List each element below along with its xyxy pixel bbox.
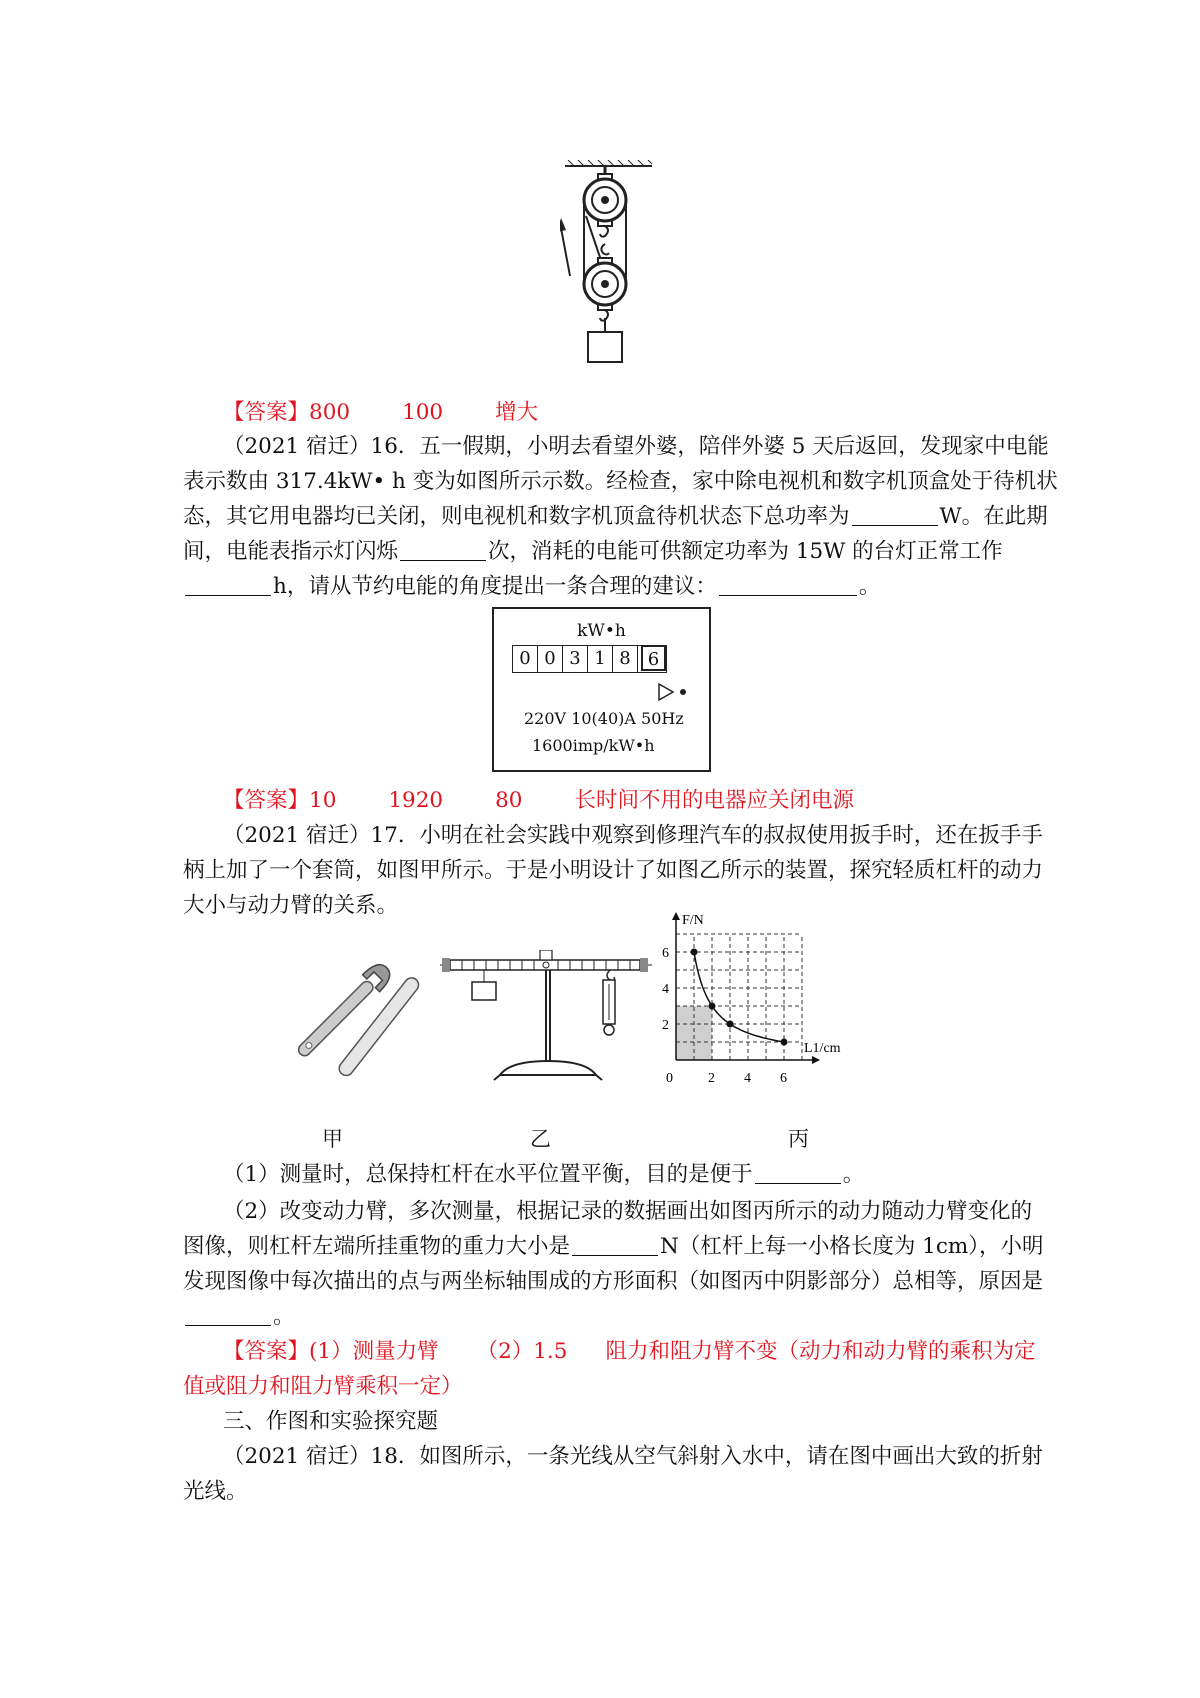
answer-1 <box>223 398 1023 428</box>
question-17-sub2-line: 发现图像中每次描出的点与两坐标轴围成的方形面积（如图丙中阴影部分）总相等，原因是 <box>183 1269 1044 1294</box>
y-axis-arrow <box>672 912 680 920</box>
answer-3-continued: 值或阻力和阻力臂乘积一定） <box>183 1374 463 1399</box>
question-16-line: 表示数由 317.4kW• h 变为如图所示示数。经检查，家中除电视机和数字机顶盒处于待机状 <box>183 469 1058 494</box>
question-17-sub2-line <box>183 1232 1044 1262</box>
question-16-line: （2021 宿迁）16．五一假期，小明去看望外婆，陪伴外婆 5 天后返回，发现家中电能 <box>223 434 1049 459</box>
pulley-figure <box>560 160 660 390</box>
meter-digits <box>512 645 667 673</box>
figure-caption-bing: 丙 <box>788 1127 809 1151</box>
figure-caption-jia: 甲 <box>322 1127 343 1151</box>
lever-apparatus-figure <box>440 950 660 1085</box>
text-segment: 态，其它用电器均已关闭，则电视机和数字机顶盒待机状态下总功率为 <box>183 504 850 529</box>
section-heading: 三、作图和实验探究题 <box>223 1409 439 1434</box>
text-segment: 。 <box>273 1304 295 1329</box>
data-point <box>727 1021 734 1028</box>
question-18-line: 光线。 <box>183 1479 248 1504</box>
question-16-line <box>183 537 1023 567</box>
meter-digit: 1 <box>588 646 613 672</box>
wrench-figure <box>280 960 420 1080</box>
question-17-sub1 <box>223 1160 1023 1190</box>
answer-value: 100 <box>402 400 444 425</box>
x-tick-label: 4 <box>744 1071 751 1086</box>
y-tick-label: 2 <box>662 1018 669 1033</box>
force-arm-chart <box>660 910 890 1090</box>
answer-blank <box>719 575 857 596</box>
text-segment: 图像，则杠杆左端所挂重物的重力大小是 <box>183 1234 571 1259</box>
answer-value: 阻力和阻力臂不变（动力和动力臂的乘积为定 <box>605 1339 1036 1364</box>
meter-spec: 1600imp/kW•h <box>532 736 655 755</box>
meter-digit: 6 <box>641 645 666 671</box>
question-17-sub2-line <box>183 1302 1023 1332</box>
meter-digit: 0 <box>513 646 538 672</box>
meter-digit: 0 <box>538 646 563 672</box>
question-18-line: （2021 宿迁）18．如图所示，一条光线从空气斜射入水中，请在图中画出大致的折射 <box>223 1444 1043 1469</box>
text-segment: h，请从节约电能的角度提出一条合理的建议： <box>273 574 717 599</box>
text-segment: 次，消耗的电能可供额定功率为 15W 的台灯正常工作 <box>488 539 1003 564</box>
y-tick-label: 4 <box>662 982 669 997</box>
answer-blank <box>400 540 486 561</box>
answer-value: 1920 <box>388 788 444 813</box>
data-point <box>691 949 698 956</box>
x-tick-label: 0 <box>666 1071 673 1086</box>
y-tick-label: 6 <box>662 946 669 961</box>
answer-value: 10 <box>309 788 337 813</box>
answer-value: （2）1.5 <box>476 1339 568 1364</box>
answer-blank <box>185 1305 271 1326</box>
indicator-light-icon <box>657 682 697 702</box>
answer-blank <box>852 505 938 526</box>
answer-3 <box>223 1337 1036 1367</box>
question-17-sub2-line: （2）改变动力臂，多次测量，根据记录的数据画出如图丙所示的动力随动力臂变化的 <box>223 1199 1033 1224</box>
answer-value: 80 <box>495 788 523 813</box>
x-axis-arrow <box>812 1056 820 1064</box>
data-point <box>709 1003 716 1010</box>
question-17-line: 柄上加了一个套筒，如图甲所示。于是小明设计了如图乙所示的装置，探究轻质杠杆的动力 <box>183 858 1044 883</box>
meter-spec: 220V 10(40)A 50Hz <box>524 709 684 728</box>
electricity-meter <box>492 607 711 772</box>
question-17-line: （2021 宿迁）17．小明在社会实践中观察到修理汽车的叔叔使用扳手时，还在扳手手 <box>223 823 1043 848</box>
answer-2 <box>223 786 1023 816</box>
answer-label: 【答案】 <box>223 400 310 425</box>
text-segment: N（杠杆上每一小格长度为 1cm），小明 <box>660 1234 1044 1259</box>
answer-blank <box>755 1163 841 1184</box>
x-axis-label: L1/cm <box>804 1041 841 1056</box>
question-17-line: 大小与动力臂的关系。 <box>183 893 399 918</box>
x-tick-label: 2 <box>708 1071 715 1086</box>
answer-value: 800 <box>309 400 351 425</box>
answer-value: 增大 <box>495 400 539 425</box>
answer-blank <box>572 1235 658 1256</box>
answer-value: 【答案】(1）测量力臂 <box>223 1339 439 1364</box>
data-point <box>781 1039 788 1046</box>
meter-unit: kW•h <box>577 621 626 641</box>
text-segment: W。在此期 <box>939 504 1048 529</box>
meter-digit: 3 <box>563 646 588 672</box>
text-segment: 间，电能表指示灯闪烁 <box>183 539 399 564</box>
question-16-line <box>183 572 1023 602</box>
text-segment: （1）测量时，总保持杠杆在水平位置平衡，目的是便于 <box>223 1162 753 1187</box>
y-axis-label: F/N <box>682 913 704 928</box>
x-tick-label: 6 <box>780 1071 787 1086</box>
question-16-line <box>183 502 1048 532</box>
answer-blank <box>185 575 271 596</box>
meter-digit: 8 <box>613 646 638 672</box>
answer-label: 【答案】 <box>223 788 310 813</box>
text-segment: 。 <box>842 1162 865 1187</box>
figure-caption-yi: 乙 <box>530 1127 551 1151</box>
answer-value: 长时间不用的电器应关闭电源 <box>574 788 854 813</box>
text-segment: 。 <box>858 574 881 599</box>
